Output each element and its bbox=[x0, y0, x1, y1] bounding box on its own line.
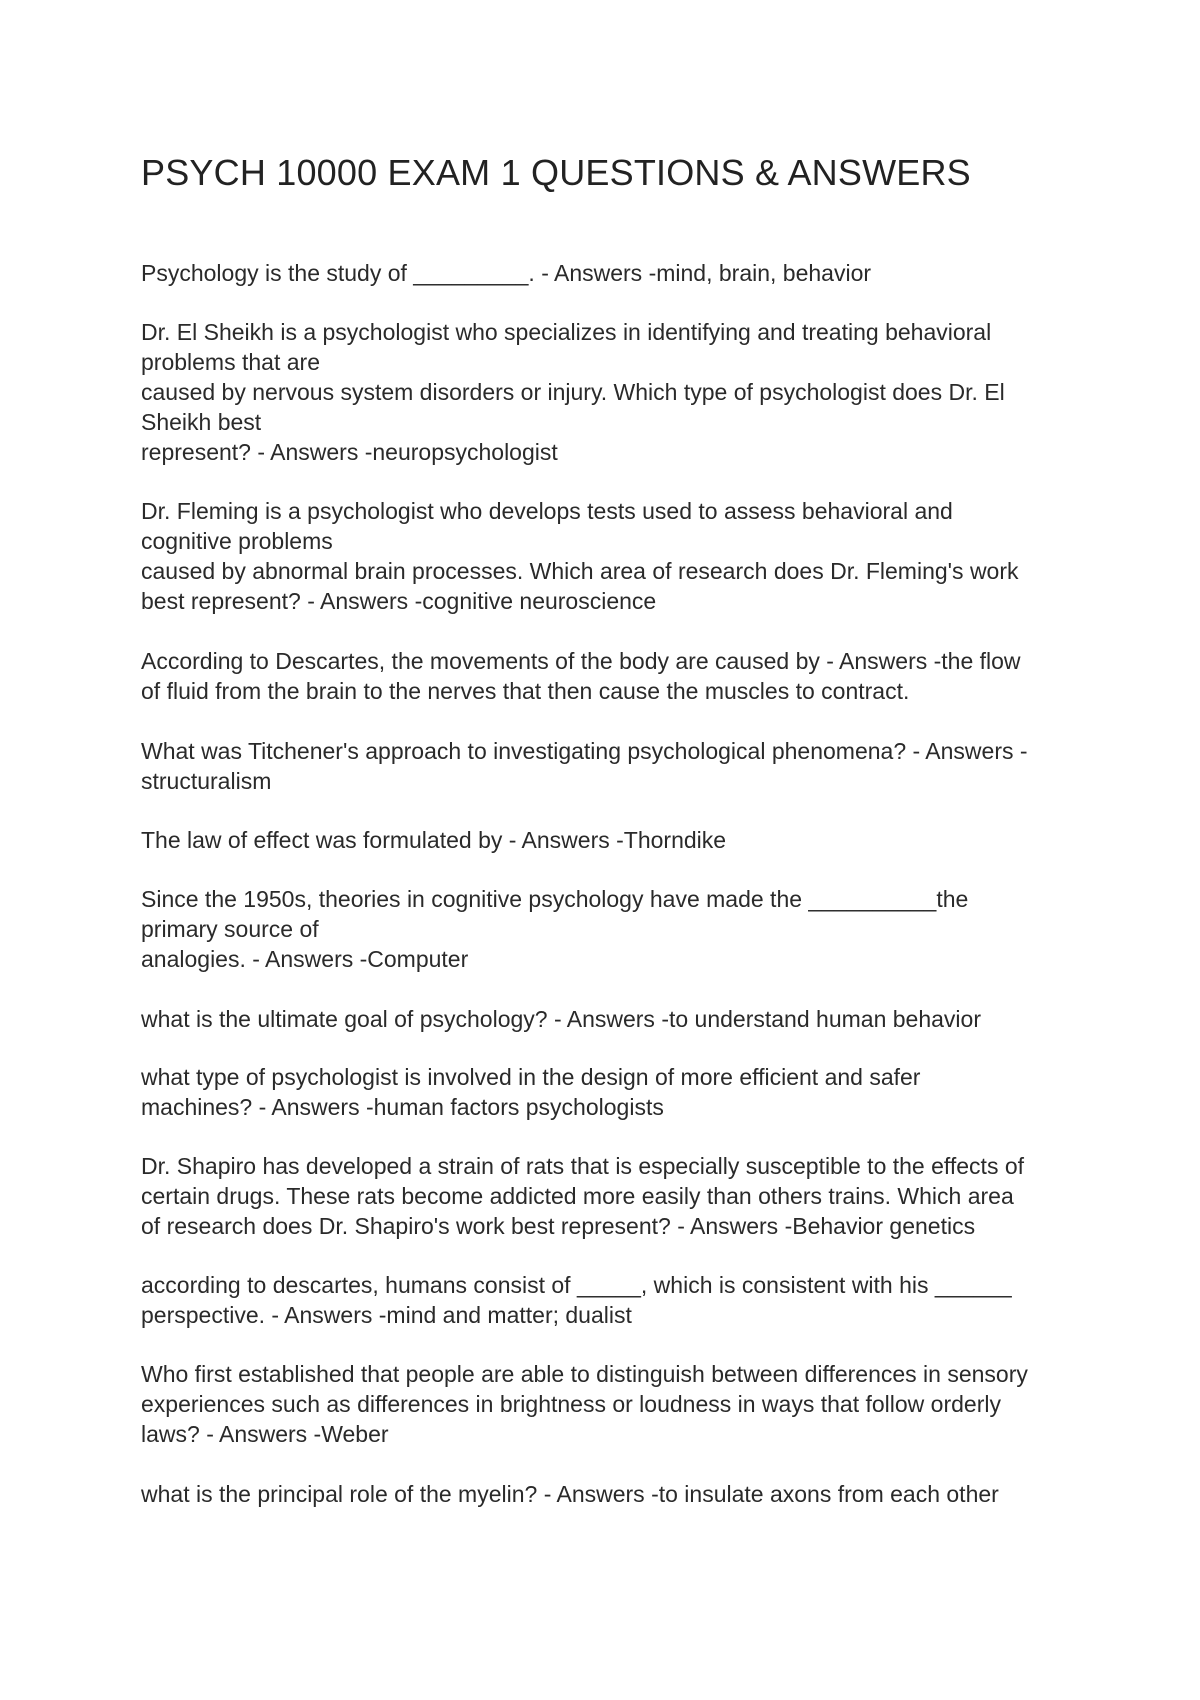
qa-line: According to Descartes, the movements of the body are caused by - Answers -the flow bbox=[141, 648, 1021, 674]
qa-line: machines? - Answers -human factors psychologists bbox=[141, 1094, 664, 1120]
qa-item-2 bbox=[141, 317, 1091, 467]
qa-line: Dr. El Sheikh is a psychologist who specializes in identifying and treating behavioral bbox=[141, 319, 992, 345]
qa-line: according to descartes, humans consist of _____, which is consistent with his ______ bbox=[141, 1272, 1012, 1298]
qa-line: cognitive problems bbox=[141, 528, 333, 554]
document-title: PSYCH 10000 EXAM 1 QUESTIONS & ANSWERS bbox=[141, 152, 971, 193]
qa-line: laws? - Answers -Weber bbox=[141, 1421, 389, 1447]
qa-item-8 bbox=[141, 1004, 1091, 1034]
qa-line: of fluid from the brain to the nerves that then cause the muscles to contract. bbox=[141, 678, 910, 704]
qa-line: experiences such as differences in brightness or loudness in ways that follow orderly bbox=[141, 1391, 1001, 1417]
qa-line: Since the 1950s, theories in cognitive psychology have made the __________the bbox=[141, 886, 969, 912]
qa-item-13 bbox=[141, 1479, 1091, 1509]
qa-line: Sheikh best bbox=[141, 409, 262, 435]
qa-item-12 bbox=[141, 1359, 1091, 1449]
qa-item-11 bbox=[141, 1270, 1091, 1330]
qa-line: The law of effect was formulated by - Answers -Thorndike bbox=[141, 827, 727, 853]
qa-line: problems that are bbox=[141, 349, 320, 375]
qa-line: Psychology is the study of _________. - Answers -mind, brain, behavior bbox=[141, 260, 872, 286]
qa-line: certain drugs. These rats become addicted more easily than others trains. Which area bbox=[141, 1183, 1014, 1209]
qa-item-4 bbox=[141, 646, 1091, 706]
qa-line: best represent? - Answers -cognitive neuroscience bbox=[141, 588, 657, 614]
qa-line: structuralism bbox=[141, 768, 272, 794]
qa-line: analogies. - Answers -Computer bbox=[141, 946, 469, 972]
qa-line: Who first established that people are able to distinguish between differences in sensory bbox=[141, 1361, 1028, 1387]
qa-item-5 bbox=[141, 736, 1091, 796]
qa-line: represent? - Answers -neuropsychologist bbox=[141, 439, 558, 465]
qa-line: What was Titchener's approach to investigating psychological phenomena? - Answers - bbox=[141, 738, 1028, 764]
qa-line: Dr. Fleming is a psychologist who develops tests used to assess behavioral and bbox=[141, 498, 953, 524]
qa-line: primary source of bbox=[141, 916, 319, 942]
qa-item-7 bbox=[141, 884, 1091, 974]
qa-item-9 bbox=[141, 1062, 1091, 1122]
qa-line: what type of psychologist is involved in the design of more efficient and safer bbox=[141, 1064, 921, 1090]
qa-line: what is the ultimate goal of psychology? - Answers -to understand human behavior bbox=[141, 1006, 981, 1032]
qa-line: of research does Dr. Shapiro's work best represent? - Answers -Behavior genetics bbox=[141, 1213, 976, 1239]
qa-line: Dr. Shapiro has developed a strain of rats that is especially susceptible to the effects of bbox=[141, 1153, 1025, 1179]
qa-item-10 bbox=[141, 1151, 1091, 1241]
qa-line: perspective. - Answers -mind and matter; dualist bbox=[141, 1302, 632, 1328]
qa-item-3 bbox=[141, 496, 1091, 616]
qa-line: what is the principal role of the myelin? - Answers -to insulate axons from each other bbox=[141, 1481, 999, 1507]
qa-line: caused by abnormal brain processes. Which area of research does Dr. Fleming's work bbox=[141, 558, 1019, 584]
qa-line: caused by nervous system disorders or injury. Which type of psychologist does Dr. El bbox=[141, 379, 1005, 405]
qa-item-6 bbox=[141, 825, 1091, 855]
qa-item-1 bbox=[141, 258, 1091, 288]
